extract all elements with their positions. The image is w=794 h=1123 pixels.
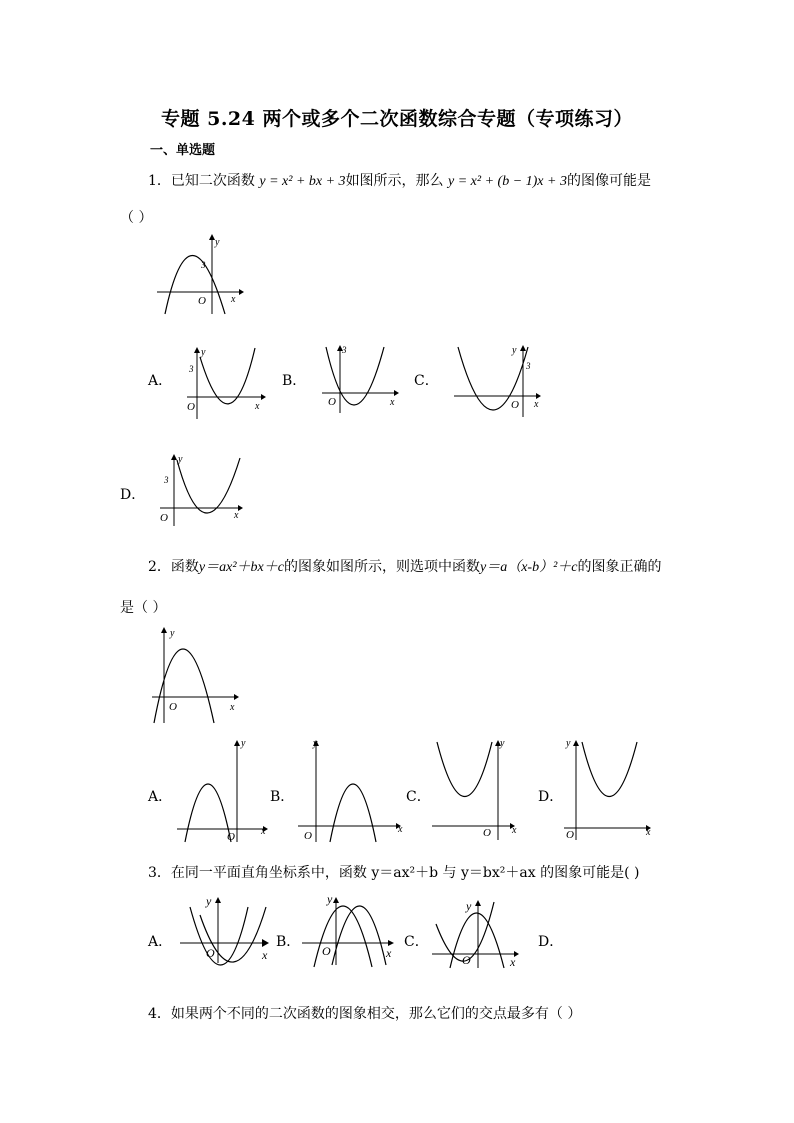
origin-label: O <box>187 401 195 413</box>
option-c-label[interactable]: C． <box>406 789 431 805</box>
formula: y = x² + (b − 1)x + 3 <box>448 174 567 189</box>
origin-label: O <box>169 701 177 713</box>
axis-label-x: x <box>261 826 266 837</box>
origin-label: O <box>198 295 206 307</box>
question-text: 已知二次函数 <box>170 173 255 189</box>
q2-option-c-graph[interactable] <box>430 736 522 842</box>
q2-option-d-graph[interactable] <box>562 736 658 842</box>
axis-label-x: x <box>234 510 239 521</box>
origin-label: O <box>483 827 491 839</box>
origin-label: O <box>511 399 519 411</box>
question-text: 的图象正确的 <box>577 559 662 575</box>
q3-option-b-graph[interactable] <box>300 893 400 967</box>
question-3 <box>148 862 639 882</box>
question-text: 在同一平面直角坐标系中，函数 y＝ax²＋b 与 y＝bx²＋ax 的图象可能是( ) <box>170 865 640 881</box>
q1-option-c-graph[interactable] <box>452 343 544 418</box>
question-text: 如图所示，那么 <box>345 173 444 189</box>
origin-label: O <box>206 946 215 960</box>
axis-label-y: y <box>178 454 183 465</box>
axis-label-y: y <box>241 738 246 749</box>
question-number: 2． <box>148 559 171 575</box>
question-text: 的图像可能是 <box>566 173 651 189</box>
axis-label-y: y <box>313 738 318 749</box>
axis-label-x: x <box>534 399 539 410</box>
option-b-label[interactable]: B． <box>282 373 307 389</box>
origin-label: O <box>322 944 331 958</box>
axis-label-x: x <box>386 946 392 960</box>
option-d-label[interactable]: D． <box>120 487 146 503</box>
origin-label: O <box>304 830 312 842</box>
question-2 <box>148 556 662 576</box>
q3-option-a-graph[interactable] <box>178 893 274 965</box>
axis-label-y: y <box>170 628 175 639</box>
formula: y＝a（x-b）²＋c <box>479 560 578 575</box>
question-text: 的图象如图所示，则选项中函数 <box>283 559 480 575</box>
question-1 <box>148 170 651 190</box>
axis-label-y: y <box>206 894 212 908</box>
origin-label: O <box>566 829 574 841</box>
axis-label-y: y <box>215 237 220 248</box>
axis-label-y: y <box>466 899 472 913</box>
formula: y＝ax²＋bx＋c <box>198 560 284 575</box>
axis-label-y: y <box>201 347 206 358</box>
tick-label-3: 3 <box>526 361 531 371</box>
option-c-label[interactable]: C． <box>414 373 439 389</box>
axis-label-y: y <box>512 345 517 356</box>
axis-label-x: x <box>230 702 235 713</box>
question-number: 4． <box>148 1006 171 1022</box>
option-b-label[interactable]: B． <box>270 789 295 805</box>
option-d-label[interactable]: D． <box>538 934 564 950</box>
q2-option-a-graph[interactable] <box>175 736 271 844</box>
origin-label: O <box>328 396 336 408</box>
page-title: 专题 5.24 两个或多个二次函数综合专题（专项练习） <box>160 108 633 130</box>
axis-label-x: x <box>262 948 268 962</box>
axis-label-y: y <box>566 738 571 749</box>
origin-label: O <box>227 831 235 843</box>
axis-label-x: x <box>398 824 403 835</box>
axis-label-x: x <box>510 955 516 969</box>
q2-option-b-graph[interactable] <box>296 736 406 844</box>
tick-label-3: 3 <box>189 364 194 374</box>
question-2-continued: 是（ ） <box>120 600 167 616</box>
axis-label-y: y <box>327 892 333 906</box>
question-text: 函数 <box>170 559 199 575</box>
origin-label: O <box>160 512 168 524</box>
axis-label-x: x <box>512 825 517 836</box>
formula: y = x² + bx + 3 <box>259 174 346 189</box>
section-heading: 一、单选题 <box>150 143 216 158</box>
q1-stem-graph <box>155 232 245 317</box>
axis-label-y: y <box>500 738 505 749</box>
axis-label-x: x <box>646 827 651 838</box>
axis-label-x: x <box>231 294 236 305</box>
q1-option-a-graph[interactable] <box>185 345 267 420</box>
answer-bracket: （ ） <box>120 210 153 226</box>
tick-label-3: 3 <box>201 260 206 270</box>
q1-option-d-graph[interactable] <box>158 452 248 527</box>
axis-label-x: x <box>390 397 395 408</box>
option-c-label[interactable]: C． <box>404 934 429 950</box>
option-b-label[interactable]: B． <box>276 934 301 950</box>
question-text: 如果两个不同的二次函数的图象相交，那么它们的交点最多有（ ） <box>170 1006 582 1022</box>
origin-label: O <box>462 953 471 967</box>
tick-label-3: 3 <box>342 345 347 355</box>
option-d-label[interactable]: D． <box>538 789 564 805</box>
question-number: 3． <box>148 865 171 881</box>
option-a-label[interactable]: A． <box>148 373 173 389</box>
question-number: 1． <box>148 173 171 189</box>
axis-label-x: x <box>255 401 260 412</box>
q2-stem-graph <box>150 625 242 725</box>
option-a-label[interactable]: A． <box>148 934 173 950</box>
q1-option-b-graph[interactable] <box>320 343 402 418</box>
tick-label-3: 3 <box>164 475 169 485</box>
option-a-label[interactable]: A． <box>148 789 173 805</box>
question-4 <box>148 1003 581 1023</box>
q3-option-c-graph[interactable] <box>430 896 524 970</box>
